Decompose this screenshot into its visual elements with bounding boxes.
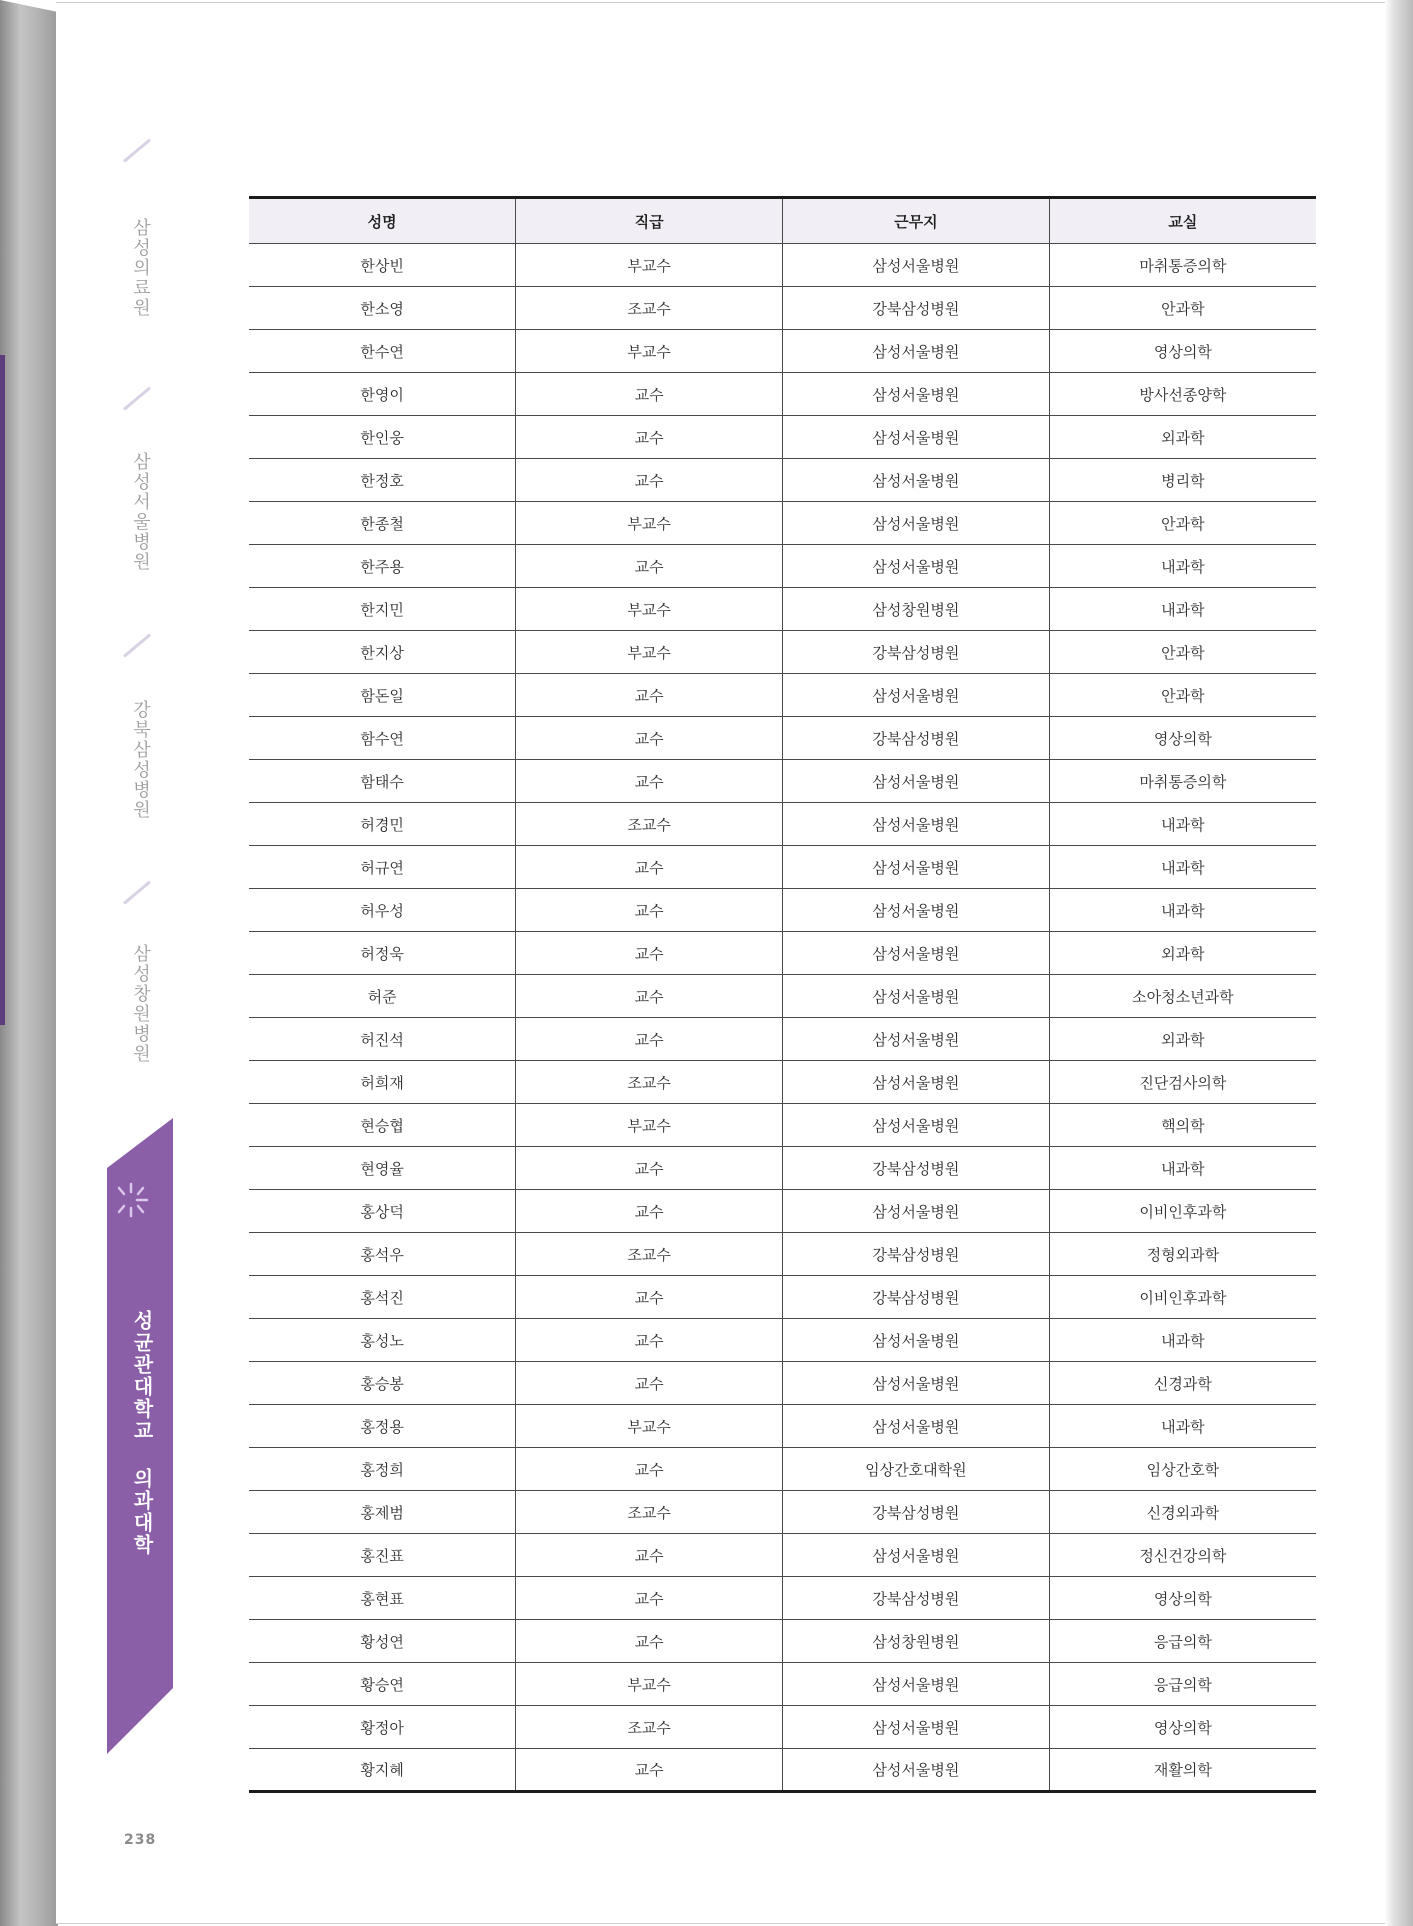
cell-workplace: 삼성서울병원 <box>783 932 1050 975</box>
cell-name: 현승협 <box>249 1104 516 1147</box>
cell-name: 홍석우 <box>249 1233 516 1276</box>
cell-rank: 교수 <box>516 1276 783 1319</box>
cell-rank: 교수 <box>516 1190 783 1233</box>
cell-department: 신경과학 <box>1049 1362 1316 1405</box>
cell-name: 홍정희 <box>249 1448 516 1491</box>
cell-rank: 교수 <box>516 416 783 459</box>
cell-rank: 교수 <box>516 932 783 975</box>
cell-rank: 교수 <box>516 1749 783 1792</box>
cell-department: 영상의학 <box>1049 717 1316 760</box>
cell-name: 홍현표 <box>249 1577 516 1620</box>
cell-workplace: 삼성서울병원 <box>783 1061 1050 1104</box>
cell-rank: 교수 <box>516 674 783 717</box>
cell-department: 핵의학 <box>1049 1104 1316 1147</box>
cell-workplace: 삼성서울병원 <box>783 674 1050 717</box>
cell-name: 한정호 <box>249 459 516 502</box>
table-row <box>249 1362 1316 1405</box>
table-row <box>249 889 1316 932</box>
cell-workplace: 삼성서울병원 <box>783 1706 1050 1749</box>
cell-name: 허정욱 <box>249 932 516 975</box>
cell-workplace: 강북삼성병원 <box>783 1147 1050 1190</box>
cell-name: 허준 <box>249 975 516 1018</box>
page-number: 238 <box>124 1832 157 1848</box>
cell-name: 황승연 <box>249 1663 516 1706</box>
cell-department: 이비인후과학 <box>1049 1276 1316 1319</box>
cell-department: 소아청소년과학 <box>1049 975 1316 1018</box>
cell-name: 한상빈 <box>249 244 516 287</box>
cell-rank: 교수 <box>516 760 783 803</box>
table-body <box>249 244 1316 1792</box>
cell-workplace: 강북삼성병원 <box>783 287 1050 330</box>
cell-workplace: 삼성서울병원 <box>783 760 1050 803</box>
cell-workplace: 삼성서울병원 <box>783 545 1050 588</box>
cell-department: 신경외과학 <box>1049 1491 1316 1534</box>
cell-name: 허진석 <box>249 1018 516 1061</box>
table-row <box>249 1018 1316 1061</box>
cell-workplace: 삼성서울병원 <box>783 1362 1050 1405</box>
cell-department: 마취통증의학 <box>1049 760 1316 803</box>
table-row <box>249 1147 1316 1190</box>
table-row <box>249 459 1316 502</box>
cell-workplace: 강북삼성병원 <box>783 1577 1050 1620</box>
cell-workplace: 삼성서울병원 <box>783 1405 1050 1448</box>
cell-workplace: 삼성서울병원 <box>783 803 1050 846</box>
cell-rank: 조교수 <box>516 1491 783 1534</box>
cell-department: 외과학 <box>1049 932 1316 975</box>
cell-name: 한소영 <box>249 287 516 330</box>
cell-workplace: 삼성창원병원 <box>783 1620 1050 1663</box>
cell-workplace: 삼성서울병원 <box>783 1663 1050 1706</box>
cell-workplace: 삼성서울병원 <box>783 889 1050 932</box>
cell-department: 진단검사의학 <box>1049 1061 1316 1104</box>
cell-rank: 교수 <box>516 1620 783 1663</box>
cell-workplace: 강북삼성병원 <box>783 1233 1050 1276</box>
cell-department: 응급의학 <box>1049 1663 1316 1706</box>
spine-accent <box>0 355 5 1025</box>
column-header-workplace: 근무지 <box>783 198 1050 244</box>
cell-name: 허희재 <box>249 1061 516 1104</box>
cell-rank: 조교수 <box>516 803 783 846</box>
table-row <box>249 717 1316 760</box>
book-spine <box>0 0 58 1926</box>
cell-name: 홍석진 <box>249 1276 516 1319</box>
cell-workplace: 삼성서울병원 <box>783 975 1050 1018</box>
cell-department: 이비인후과학 <box>1049 1190 1316 1233</box>
cell-department: 정신건강의학 <box>1049 1534 1316 1577</box>
cell-workplace: 삼성서울병원 <box>783 416 1050 459</box>
table-row <box>249 631 1316 674</box>
cell-name: 현영율 <box>249 1147 516 1190</box>
cell-rank: 부교수 <box>516 1663 783 1706</box>
table-row <box>249 545 1316 588</box>
table-row <box>249 1620 1316 1663</box>
cell-name: 허우성 <box>249 889 516 932</box>
cell-name: 홍성노 <box>249 1319 516 1362</box>
cell-rank: 부교수 <box>516 588 783 631</box>
cell-rank: 교수 <box>516 1448 783 1491</box>
table-row <box>249 1706 1316 1749</box>
cell-workplace: 삼성서울병원 <box>783 373 1050 416</box>
table-row <box>249 1491 1316 1534</box>
cell-workplace: 삼성서울병원 <box>783 1104 1050 1147</box>
cell-name: 한지민 <box>249 588 516 631</box>
cell-workplace: 삼성서울병원 <box>783 459 1050 502</box>
cell-department: 내과학 <box>1049 545 1316 588</box>
cell-department: 영상의학 <box>1049 1577 1316 1620</box>
table-row <box>249 760 1316 803</box>
cell-name: 홍정용 <box>249 1405 516 1448</box>
cell-workplace: 삼성서울병원 <box>783 1190 1050 1233</box>
table-row <box>249 1448 1316 1491</box>
table-row <box>249 1319 1316 1362</box>
table-row <box>249 846 1316 889</box>
cell-workplace: 삼성서울병원 <box>783 330 1050 373</box>
cell-name: 한지상 <box>249 631 516 674</box>
table-row <box>249 1233 1316 1276</box>
cell-name: 허경민 <box>249 803 516 846</box>
table-row <box>249 1663 1316 1706</box>
table-row <box>249 373 1316 416</box>
cell-department: 외과학 <box>1049 416 1316 459</box>
cell-rank: 교수 <box>516 545 783 588</box>
cell-name: 홍승봉 <box>249 1362 516 1405</box>
table-row <box>249 330 1316 373</box>
cell-name: 한수연 <box>249 330 516 373</box>
table-row <box>249 588 1316 631</box>
cell-name: 한종철 <box>249 502 516 545</box>
cell-department: 외과학 <box>1049 1018 1316 1061</box>
cell-name: 함돈일 <box>249 674 516 717</box>
cell-department: 내과학 <box>1049 1319 1316 1362</box>
table-row <box>249 1190 1316 1233</box>
cell-rank: 부교수 <box>516 330 783 373</box>
cell-name: 황지혜 <box>249 1749 516 1792</box>
cell-workplace: 삼성서울병원 <box>783 244 1050 287</box>
cell-workplace: 삼성서울병원 <box>783 846 1050 889</box>
cell-department: 정형외과학 <box>1049 1233 1316 1276</box>
cell-rank: 부교수 <box>516 631 783 674</box>
cell-name: 황성연 <box>249 1620 516 1663</box>
cell-name: 홍제범 <box>249 1491 516 1534</box>
cell-department: 병리학 <box>1049 459 1316 502</box>
cell-rank: 조교수 <box>516 1706 783 1749</box>
cell-rank: 부교수 <box>516 502 783 545</box>
cell-workplace: 삼성창원병원 <box>783 588 1050 631</box>
cell-department: 내과학 <box>1049 1405 1316 1448</box>
cell-name: 홍진표 <box>249 1534 516 1577</box>
cell-department: 응급의학 <box>1049 1620 1316 1663</box>
faculty-table <box>249 196 1316 1793</box>
cell-workplace: 강북삼성병원 <box>783 1491 1050 1534</box>
cell-rank: 교수 <box>516 975 783 1018</box>
sparkle-icon <box>111 1180 151 1220</box>
cell-name: 함수연 <box>249 717 516 760</box>
cell-workplace: 삼성서울병원 <box>783 1319 1050 1362</box>
cell-department: 안과학 <box>1049 287 1316 330</box>
cell-rank: 교수 <box>516 846 783 889</box>
table-row <box>249 502 1316 545</box>
cell-rank: 교수 <box>516 1362 783 1405</box>
cell-department: 마취통증의학 <box>1049 244 1316 287</box>
cell-department: 내과학 <box>1049 1147 1316 1190</box>
table-row <box>249 932 1316 975</box>
cell-rank: 교수 <box>516 1018 783 1061</box>
cell-rank: 교수 <box>516 1577 783 1620</box>
cell-department: 영상의학 <box>1049 330 1316 373</box>
cell-workplace: 삼성서울병원 <box>783 502 1050 545</box>
sidebar-item-skku-medicine[interactable]: 성균관대학교 의과대학 <box>130 1310 154 1556</box>
cell-rank: 조교수 <box>516 1061 783 1104</box>
cell-rank: 조교수 <box>516 1233 783 1276</box>
table-row <box>249 975 1316 1018</box>
cell-department: 내과학 <box>1049 846 1316 889</box>
table-row <box>249 1061 1316 1104</box>
cell-rank: 교수 <box>516 1147 783 1190</box>
cell-workplace: 강북삼성병원 <box>783 631 1050 674</box>
cell-rank: 교수 <box>516 1319 783 1362</box>
cell-department: 임상간호학 <box>1049 1448 1316 1491</box>
cell-department: 내과학 <box>1049 803 1316 846</box>
cell-rank: 부교수 <box>516 1405 783 1448</box>
cell-workplace: 삼성서울병원 <box>783 1018 1050 1061</box>
column-header-department: 교실 <box>1049 198 1316 244</box>
table-row <box>249 1577 1316 1620</box>
cell-rank: 교수 <box>516 717 783 760</box>
table-row <box>249 1276 1316 1319</box>
table-row <box>249 1534 1316 1577</box>
cell-workplace: 임상간호대학원 <box>783 1448 1050 1491</box>
sidebar-item-samsung-changwon-hospital[interactable]: 삼성창원병원 <box>130 944 151 1064</box>
cell-workplace: 강북삼성병원 <box>783 1276 1050 1319</box>
cell-department: 안과학 <box>1049 502 1316 545</box>
page-edge-shadow <box>1385 0 1413 1926</box>
cell-workplace: 삼성서울병원 <box>783 1534 1050 1577</box>
cell-department: 안과학 <box>1049 631 1316 674</box>
cell-name: 황정아 <box>249 1706 516 1749</box>
cell-rank: 조교수 <box>516 287 783 330</box>
cell-name: 한인웅 <box>249 416 516 459</box>
column-header-rank: 직급 <box>516 198 783 244</box>
table-header-row <box>249 198 1316 244</box>
cell-name: 홍상덕 <box>249 1190 516 1233</box>
cell-workplace: 강북삼성병원 <box>783 717 1050 760</box>
table-row <box>249 803 1316 846</box>
cell-workplace: 삼성서울병원 <box>783 1749 1050 1792</box>
sidebar-item-samsung-medical-center[interactable]: 삼성의료원 <box>130 218 151 318</box>
cell-name: 한영이 <box>249 373 516 416</box>
cell-department: 영상의학 <box>1049 1706 1316 1749</box>
cell-name: 한주용 <box>249 545 516 588</box>
cell-rank: 교수 <box>516 889 783 932</box>
cell-rank: 교수 <box>516 373 783 416</box>
sidebar-item-samsung-seoul-hospital[interactable]: 삼성서울병원 <box>130 452 151 572</box>
table-row <box>249 416 1316 459</box>
cell-rank: 부교수 <box>516 1104 783 1147</box>
cell-department: 방사선종양학 <box>1049 373 1316 416</box>
cell-rank: 교수 <box>516 1534 783 1577</box>
cell-rank: 교수 <box>516 459 783 502</box>
table-row <box>249 1104 1316 1147</box>
cell-department: 내과학 <box>1049 588 1316 631</box>
table-row <box>249 674 1316 717</box>
cell-rank: 부교수 <box>516 244 783 287</box>
column-header-name: 성명 <box>249 198 516 244</box>
cell-department: 재활의학 <box>1049 1749 1316 1792</box>
table-row <box>249 1405 1316 1448</box>
sidebar-item-kangbuk-samsung-hospital[interactable]: 강북삼성병원 <box>130 700 151 820</box>
table-row <box>249 244 1316 287</box>
cell-name: 함태수 <box>249 760 516 803</box>
table-row <box>249 1749 1316 1792</box>
cell-name: 허규연 <box>249 846 516 889</box>
table-row <box>249 287 1316 330</box>
cell-department: 내과학 <box>1049 889 1316 932</box>
cell-department: 안과학 <box>1049 674 1316 717</box>
